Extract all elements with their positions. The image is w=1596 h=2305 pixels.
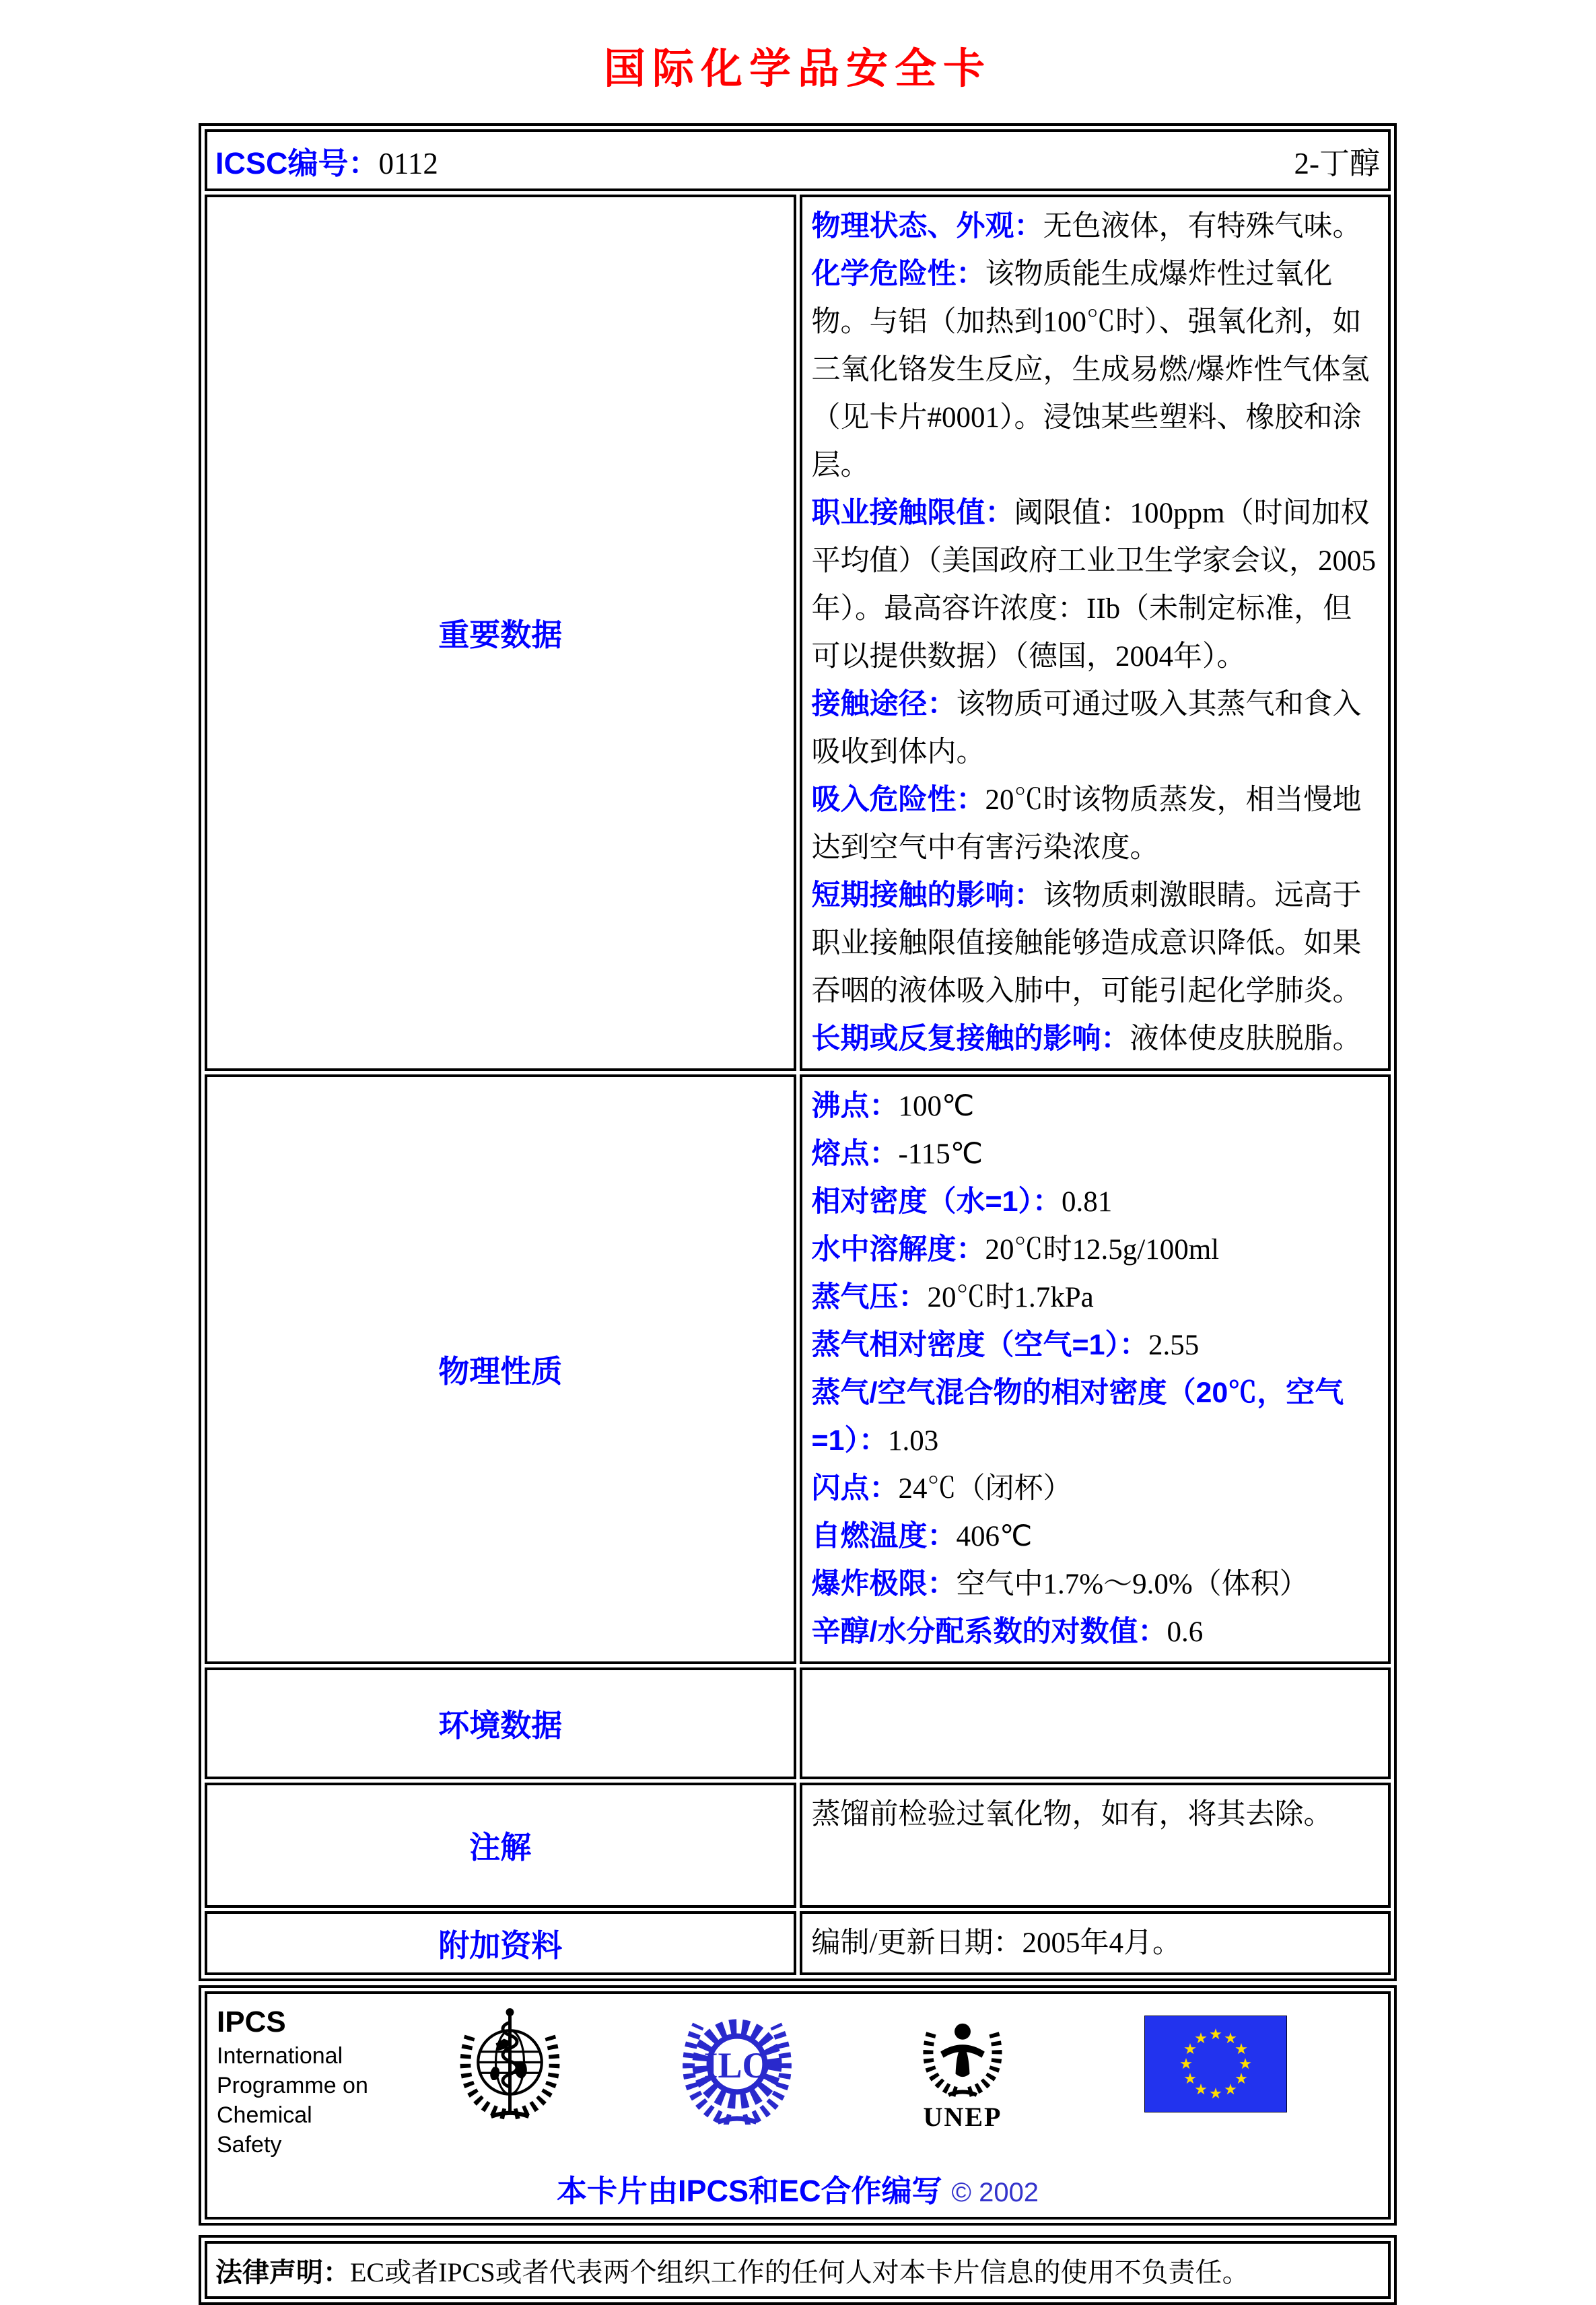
property-label: 长期或反复接触的影响： [811,1023,1130,1055]
property-value: 0.81 [1062,1186,1113,1218]
property-item [812,1560,1379,1608]
eu-flag-icon [1144,2016,1287,2116]
property-value: 1.03 [888,1425,939,1457]
section-label-notes: 注解 [205,1783,796,1908]
important-data-content [800,195,1391,1071]
ipcs-line: International [217,2043,343,2069]
physical-properties-row [205,1074,1391,1664]
environmental-data-content [800,1667,1391,1779]
property-value: 无色液体，有特殊气味。 [1043,211,1362,242]
legal-label: 法律声明： [215,2257,350,2287]
property-value: 20℃时12.5g/100ml [985,1234,1220,1266]
additional-info-row [205,1911,1391,1975]
page-title: 国际化学品安全卡 [603,46,992,92]
property-item [812,776,1379,872]
section-label-physical-properties: 物理性质 [205,1074,796,1664]
property-label: 水中溶解度： [811,1233,985,1266]
footer-box [199,1985,1397,2226]
property-item [812,681,1379,776]
icsc-number-group [215,139,438,182]
notes-row [205,1783,1391,1908]
property-item [812,1369,1379,1465]
copyright-text: © 2002 [951,2178,1039,2207]
header-row [205,129,1391,191]
section-label-additional-info: 附加资料 [205,1911,796,1975]
legal-text: EC或者IPCS或者代表两个组织工作的任何人对本卡片信息的使用不负责任。 [350,2257,1249,2287]
footer-caption [207,2166,1388,2210]
ipcs-line: Programme on [217,2073,368,2098]
icsc-number-label: ICSC编号： [215,145,379,180]
ilo-logo-icon [676,2003,798,2128]
property-value: 阈限值：100ppm（时间加权平均值）（美国政府工业卫生学家会议，2005年）。最高容许浓度：IIb（未制定标准，但可以提供数据）（德国，2004年）。 [811,497,1376,673]
additional-info-content: 编制/更新日期：2005年4月。 [800,1911,1391,1975]
property-value: 2.55 [1148,1330,1200,1361]
icsc-main-table [199,123,1397,1981]
section-label-important-data: 重要数据 [205,195,796,1071]
property-label: 相对密度（水=1）： [811,1185,1062,1218]
property-item [812,1608,1379,1656]
property-item [812,1130,1379,1178]
ipcs-text-block [217,2003,372,2160]
property-label: 接触途径： [811,688,957,720]
caption-text: 本卡片由IPCS和EC合作编写 [556,2174,942,2208]
property-value: 406℃ [956,1521,1033,1552]
property-label: 短期接触的影响： [811,879,1043,911]
ipcs-line: Chemical Safety [217,2102,312,2158]
icsc-number-value: 0112 [378,146,438,180]
property-item [812,1465,1379,1513]
property-value: 该物质能生成爆炸性过氧化物。与铝（加热到100℃时）、强氧化剂，如三氧化铬发生反应，生成易燃/爆炸性气体氢（见卡片#0001）。浸蚀某些塑料、橡胶和涂层。 [811,259,1370,481]
chemical-name: 2-丁醇 [1294,146,1380,180]
property-label: 蒸气压： [811,1281,928,1313]
property-label: 爆炸极限： [811,1568,957,1600]
property-item [812,250,1379,489]
property-label: 物理状态、外观： [811,210,1043,242]
property-label: 吸入危险性： [811,784,985,816]
property-item [812,1082,1379,1130]
property-item [812,489,1379,681]
property-value: 0.6 [1167,1616,1204,1648]
property-label: 自燃温度： [811,1520,957,1552]
property-item [812,1321,1379,1369]
ipcs-acronym: IPCS [217,2005,286,2038]
property-label: 闪点： [811,1472,899,1505]
property-item [812,1274,1379,1321]
property-item [812,203,1379,250]
environmental-data-row [205,1667,1391,1779]
property-value: 该物质可通过吸入其蒸气和食入吸收到体内。 [811,689,1362,768]
property-value: 100℃ [898,1091,975,1122]
important-data-row [205,195,1391,1071]
property-value: 20℃时1.7kPa [927,1282,1094,1313]
property-label: 熔点： [811,1138,899,1170]
section-label-environmental-data: 环境数据 [205,1667,796,1779]
unep-logo [905,2003,1020,2132]
footer-cell [205,1991,1391,2220]
property-value: 24℃（闭杯） [898,1473,1072,1505]
who-logo-icon [451,2003,569,2125]
property-value: -115℃ [898,1138,983,1170]
property-label: 辛醇/水分配系数的对数值： [811,1616,1167,1648]
icsc-card [199,35,1397,2305]
property-value: 该物质刺激眼睛。远高于职业接触限值接触能够造成意识降低。如果吞咽的液体吸入肺中，可能引起化学肺炎。 [811,880,1362,1007]
property-value: 液体使皮肤脱脂。 [1130,1023,1362,1055]
property-label: 职业接触限值： [811,497,1014,529]
legal-box [199,2235,1397,2305]
footer-logos [207,2003,1388,2160]
property-label: 蒸气/空气混合物的相对密度（20℃，空气=1）： [811,1377,1344,1457]
property-item [812,1015,1379,1063]
property-item [812,872,1379,1015]
header-cell [205,129,1391,191]
property-label: 化学危险性： [811,258,985,290]
ilo-letters: ILO [703,2044,771,2086]
property-label: 蒸气相对密度（空气=1）： [811,1329,1149,1361]
property-value: 20℃时该物质蒸发，相当慢地达到空气中有害污染浓度。 [811,784,1362,864]
unep-wordmark: UNEP [923,2102,1002,2132]
property-item [812,1178,1379,1226]
physical-properties-content [800,1074,1391,1664]
property-item [812,1226,1379,1274]
property-value: 空气中1.7%～9.0%（体积） [956,1569,1309,1600]
notes-content: 蒸馏前检验过氧化物，如有，将其去除。 [800,1783,1391,1908]
property-item [812,1513,1379,1560]
legal-cell [205,2241,1391,2299]
property-label: 沸点： [811,1090,899,1122]
